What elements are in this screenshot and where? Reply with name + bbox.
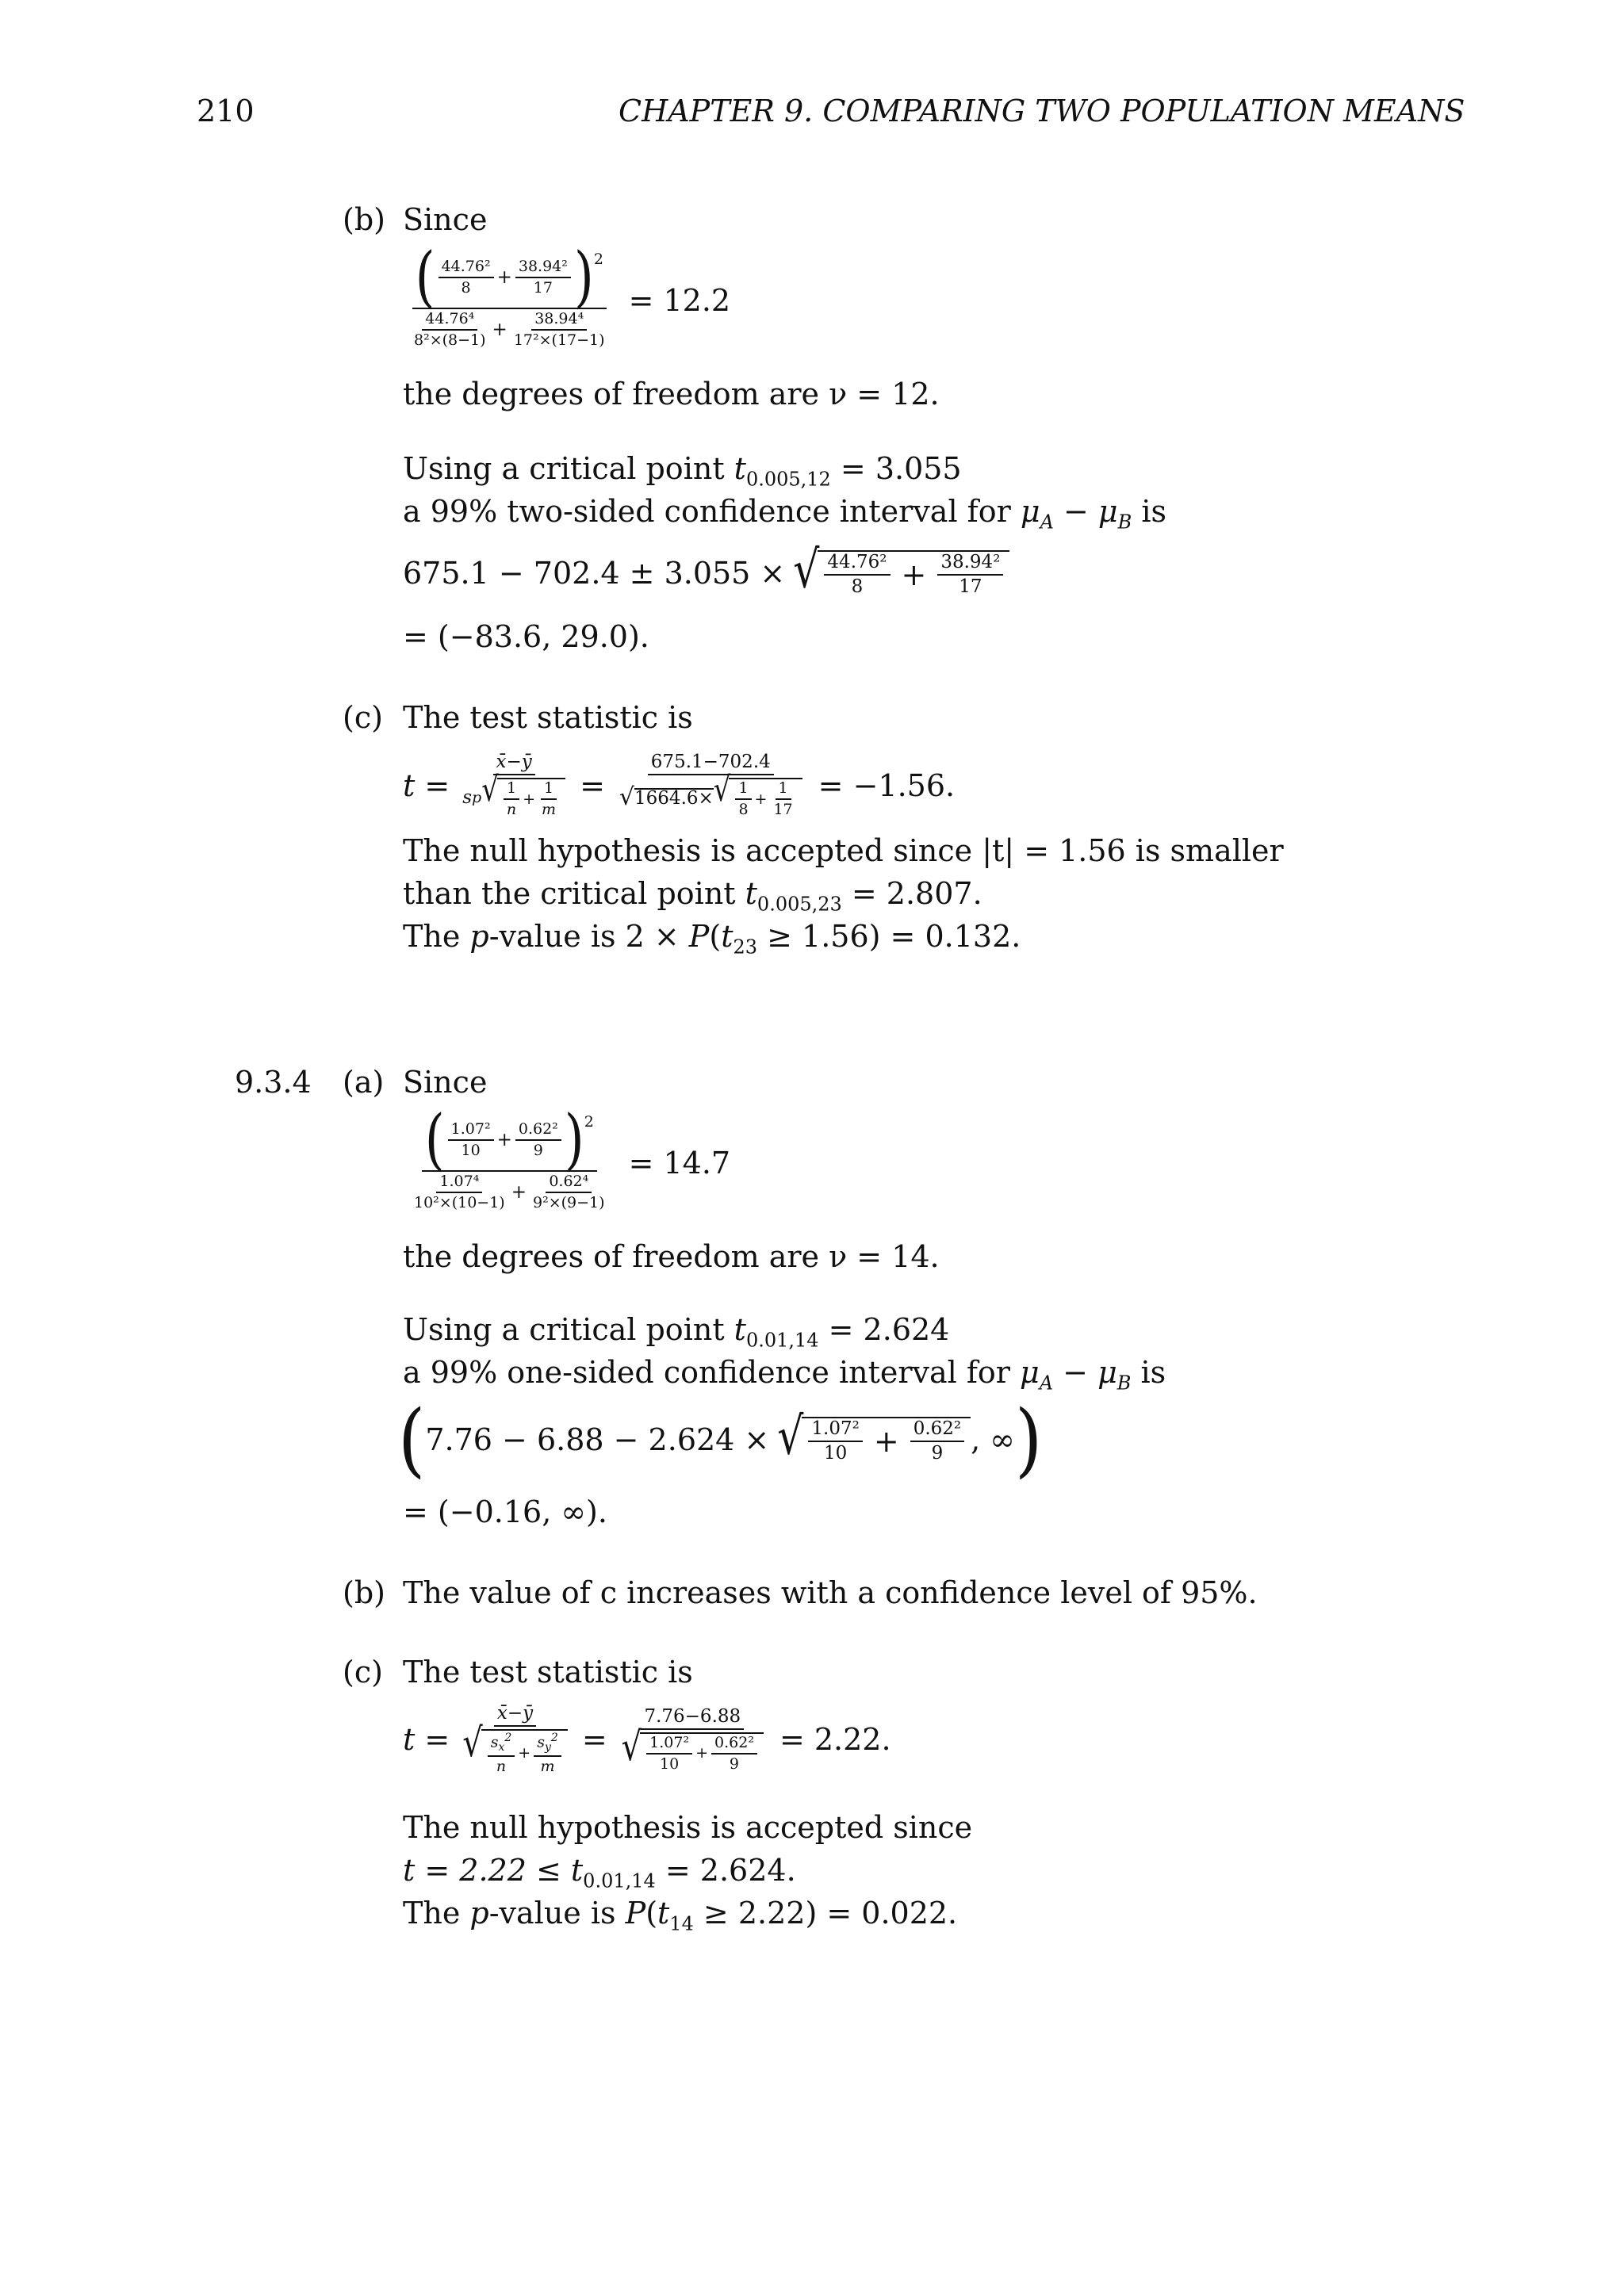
t-den-sub: p — [472, 788, 482, 806]
t-f1-den: n — [506, 801, 517, 818]
t-frac-2: 675.1−702.4 √ 1664.6× √ $\frac{1}{8}$ + $\frac{1}{17}$ — [616, 753, 806, 817]
t2-d-den1: 10 — [660, 1755, 680, 1773]
ci2-expr: 7.76 − 6.88 − 2.624 × — [425, 1422, 770, 1457]
t2-d-num1: 1.07² — [646, 1735, 692, 1755]
ci2-pre: a 99% one-sided confidence interval for — [403, 1355, 1021, 1390]
crit-pre: Using a critical point — [403, 451, 734, 486]
pval2-pre: The — [403, 1896, 470, 1931]
ci-pre: a 99% two-sided confidence interval for — [403, 494, 1021, 529]
t2-num2: 7.76−6.88 — [641, 1708, 744, 1730]
ci2-r2-den: 9 — [931, 1443, 944, 1464]
crit-line — [403, 453, 962, 489]
ci-result-a: = (−0.16, ∞). — [403, 1494, 607, 1529]
null2-pre: than the critical point — [403, 876, 745, 911]
crit-sub: 0.005,12 — [745, 468, 831, 491]
ci-r1-den: 8 — [851, 576, 864, 597]
ci2-r2-num: 0.62² — [910, 1420, 964, 1442]
part-b-since: Since — [403, 202, 488, 237]
part-b2-label: (b) — [343, 1575, 385, 1610]
pval-sub: 23 — [733, 936, 758, 959]
null2-t: t — [745, 876, 757, 911]
df-formula-a — [401, 1101, 731, 1211]
ci2-minus: − — [1053, 1355, 1098, 1390]
null2-post: = 2.807. — [841, 876, 982, 911]
df-num-b: 38.94² — [515, 259, 571, 278]
ci-line — [403, 496, 1166, 532]
df2-num-a-den: 10 — [461, 1142, 481, 1159]
t2-frac-1: x̄−ȳ √ $\frac{s_x^2}{n}$ + $\frac{s_y^2}{m}$ — [459, 1705, 571, 1774]
ci-sub-b: B — [1117, 511, 1132, 534]
crit2-val: = 2.624 — [818, 1312, 950, 1347]
df-line: the degrees of freedom are ν = 12. — [403, 377, 940, 411]
ci2-r1-den: 10 — [823, 1443, 848, 1464]
pvalue-line-a: The p-value is $2 \times P(t_{23} \ge 1.56) = 0.132$. — [403, 919, 1021, 959]
df-den-a-den: 8²×(8−1) — [414, 331, 486, 349]
ci2-is: is — [1131, 1355, 1166, 1390]
df2-den-a-den: 10²×(10−1) — [414, 1194, 505, 1211]
df-den-a: 44.76⁴ — [422, 312, 477, 331]
t-frac-1: x̄−ȳ s p √ $\frac{1}{n}$ + $\frac{1}{m}$ — [459, 753, 569, 817]
crit2-sub: 0.01,14 — [745, 1329, 819, 1352]
df2-line: the degrees of freedom are ν = 14. — [403, 1239, 940, 1274]
null2b-sub: 0.01,14 — [583, 1869, 656, 1892]
t2-num: x̄−ȳ — [494, 1705, 536, 1727]
crit-val: = 3.055 — [830, 451, 962, 486]
t-den2-val: 1664.6× — [634, 787, 714, 809]
crit-t: t — [733, 451, 746, 486]
ci2-inf: , ∞ — [971, 1422, 1015, 1457]
df2-den-a: 1.07⁴ — [436, 1174, 482, 1193]
pval-mid: -value is 2 × — [488, 919, 689, 954]
ci-expression-a: ( 7.76 − 6.88 − 2.624 × √ $\frac{\text{1.07²}}{10}$ + $\frac{\text{0.62²}}{9}$ , ∞ ) — [398, 1392, 1043, 1487]
df-den-b: 38.94⁴ — [531, 312, 587, 331]
t2-d-den2: 9 — [729, 1755, 740, 1773]
crit2-line — [403, 1314, 949, 1350]
ci2-line — [403, 1357, 1166, 1393]
pval-pre: The — [403, 919, 470, 954]
null2-line-2 — [403, 1855, 796, 1891]
ci-is: is — [1132, 494, 1166, 529]
part-c-intro: The test statistic is — [403, 700, 693, 735]
t-d2-f2-num: 1 — [776, 781, 791, 800]
ci2-mu-a: μ — [1020, 1355, 1040, 1390]
part-c2-intro: The test statistic is — [403, 1655, 693, 1689]
chapter-title: CHAPTER 9. COMPARING TWO POPULATION MEANS — [619, 94, 1465, 128]
df-fraction: ( $\frac{\text{44.76²}}{8}$ + $\frac{\text{38.94²}}{17}$ ) 2 $\frac{\text{44.76⁴}}{\text{8²×(8−1)}}$ + $\frac{\text{38.94⁴}}{\text{17²×(17−1)}}$ — [404, 252, 615, 348]
df2-result: = 14.7 — [628, 1145, 731, 1181]
df2-num-a: 1.07² — [448, 1122, 494, 1141]
ci-r1-num: 44.76² — [824, 553, 890, 576]
pval2-p: p — [469, 1896, 489, 1931]
part-a-since: Since — [403, 1065, 488, 1100]
part-a-label: (a) — [343, 1065, 385, 1100]
problem-number: 9.3.4 — [235, 1065, 312, 1100]
ci-expr: 675.1 − 702.4 ± 3.055 × — [403, 556, 786, 591]
pval-post: ≥ 1.56) = 0.132. — [757, 919, 1021, 954]
t-f2-den: m — [542, 801, 557, 818]
t-num: x̄−ȳ — [493, 753, 535, 775]
t-f1-num: 1 — [504, 781, 519, 800]
df-formula-b — [401, 239, 731, 349]
ci-result-b: = (−83.6, 29.0). — [403, 619, 649, 654]
pval2-t: t — [657, 1896, 670, 1931]
crit2-pre: Using a critical point — [403, 1312, 734, 1347]
pval-P: P — [688, 919, 710, 954]
t-statistic-c: t = x̄−ȳ s p √ $\frac{1}{n}$ + $\frac{1}{m}$ = 675.1−702.4 √ 1664.6× √ $\frac{1}{8}$ + $\frac{1}{17}$ = −1.56. — [403, 752, 956, 818]
part-c-label: (c) — [343, 700, 383, 735]
t-lhs: t = — [403, 767, 450, 803]
null-line-1: The null hypothesis is accepted since |t| = 1.56 is smaller — [403, 833, 1284, 868]
t-result: = −1.56. — [818, 767, 956, 803]
null2-line-1: The null hypothesis is accepted since — [403, 1810, 973, 1845]
t2-d-num2: 0.62² — [711, 1735, 757, 1755]
ci-sqrt: √ $\frac{\text{44.76²}}{8}$ + $\frac{\text{38.94²}}{17}$ — [793, 550, 1009, 596]
t-d2-f1-num: 1 — [735, 781, 751, 800]
pvalue-line-b: The p-value is $P(t_{14} \ge 2.22) = 0.022$. — [403, 1896, 958, 1935]
part-b2-text: The value of c increases with a confidence level of 95%. — [403, 1575, 1258, 1610]
null2b-pre: t = 2.22 ≤ — [403, 1853, 571, 1888]
ci2-r1-num: 1.07² — [808, 1420, 862, 1442]
df-num-a-den: 8 — [461, 279, 471, 297]
t-num2: 675.1−702.4 — [648, 753, 774, 775]
pval2-mid: -value is — [488, 1896, 626, 1931]
t-d2-f1-den: 8 — [738, 801, 749, 818]
ci-sub-a: A — [1040, 511, 1054, 534]
null-line-2 — [403, 878, 982, 914]
df-num-b-den: 17 — [533, 279, 553, 297]
pval-t: t — [721, 919, 733, 954]
pval-p: p — [469, 919, 489, 954]
df-den-b-den: 17²×(17−1) — [513, 331, 605, 349]
df-fraction-2: ( $\frac{\text{1.07²}}{10}$ + $\frac{\text{0.62²}}{9}$ ) 2 $\frac{\text{1.07⁴}}{\text{10²×(10−1)}}$ + $\frac{\text{0.62⁴}}{\text{9²×(9−1)}}$ — [404, 1115, 615, 1211]
null2b-post: = 2.624. — [655, 1853, 796, 1888]
null2-sub: 0.005,23 — [756, 893, 842, 916]
crit2-t: t — [733, 1312, 746, 1347]
df2-num-b-den: 9 — [533, 1142, 543, 1159]
ci-expression-b — [403, 540, 1009, 600]
t2-f1-den: n — [496, 1758, 507, 1776]
df2-den-b-den: 9²×(9−1) — [533, 1194, 605, 1211]
null2b-t: t — [570, 1853, 584, 1888]
ci2-sqrt: √ $\frac{\text{1.07²}}{10}$ + $\frac{\text{0.62²}}{9}$ — [777, 1417, 971, 1463]
ci2-sub-a: A — [1039, 1372, 1054, 1395]
ci2-sub-b: B — [1116, 1372, 1132, 1395]
df-result: = 12.2 — [628, 282, 731, 318]
ci-r2-den: 17 — [959, 576, 982, 597]
pval2-sub: 14 — [669, 1912, 694, 1935]
ci-mu-a: μ — [1020, 494, 1040, 529]
t-d2-f2-den: 17 — [773, 801, 793, 818]
t2-frac-2: 7.76−6.88 √ $\frac{\text{1.07²}}{10}$ + $\frac{\text{0.62²}}{9}$ — [619, 1708, 767, 1772]
df2-num-b: 0.62² — [515, 1122, 561, 1141]
ci2-mu-b: μ — [1097, 1355, 1117, 1390]
ci-mu-b: μ — [1097, 494, 1118, 529]
part-b-label: (b) — [343, 202, 385, 237]
pval2-P: P — [625, 1896, 646, 1931]
t2-lhs: t = — [403, 1722, 450, 1758]
ci-r2-num: 38.94² — [937, 553, 1003, 576]
df-num-a: 44.76² — [439, 259, 494, 278]
t-f2-num: 1 — [541, 781, 557, 800]
t-den-s: s — [462, 786, 473, 808]
df2-den-b: 0.62⁴ — [546, 1174, 592, 1193]
t2-f2-den: m — [540, 1758, 555, 1776]
t2-result: = 2.22. — [779, 1722, 891, 1758]
page-number: 210 — [197, 94, 255, 128]
part-c2-label: (c) — [343, 1655, 383, 1689]
pval2-post: ≥ 2.22) = 0.022. — [693, 1896, 958, 1931]
ci-minus: − — [1053, 494, 1098, 529]
t-statistic-c2: t = x̄−ȳ √ $\frac{s_x^2}{n}$ + $\frac{s_y^2}{m}$ = 7.76−6.88 √ $\frac{\text{1.07²}}{10}$ + $\frac{\text{0.62²}}{9}$ = 2.22. — [403, 1703, 891, 1776]
